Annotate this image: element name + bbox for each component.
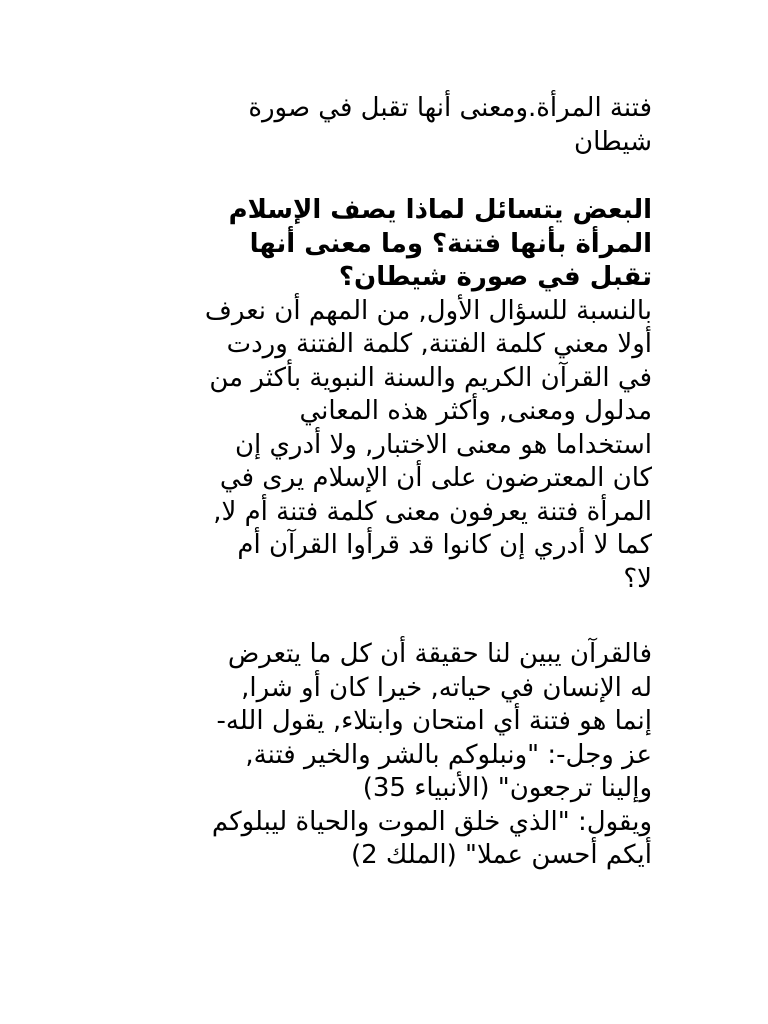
paragraph-line: أولا معني كلمة الفتنة, كلمة الفتنة وردت [226,329,652,359]
document-page [118,92,652,873]
title-line: شيطان [574,126,652,157]
paragraph-line: في القرآن الكريم والسنة النبوية بأكثر من [209,362,652,393]
paragraph-line: إنما هو فتنة أي امتحان وابتلاء, يقول الله- [216,706,652,736]
paragraph-line: فالقرآن يبين لنا حقيقة أن كل ما يتعرض [227,639,652,669]
paragraph-line: لا؟ [623,563,652,594]
paragraph-line: كما لا أدري إن كانوا قد قرأوا القرآن أم [237,530,652,560]
paragraph-line: وإلينا ترجعون" (الأنبياء 35) [362,773,652,803]
paragraph-second [118,638,652,873]
paragraph-line: له الإنسان في حياته, خيرا كان أو شرا, [241,672,652,703]
paragraph-line: بالنسبة للسؤال الأول, من المهم أن نعرف [204,295,652,326]
paragraph-line: عز وجل-: "ونبلوكم بالشر والخير فتنة, [245,739,652,770]
paragraph-line: مدلول ومعنى, وأكثر هذه المعاني [299,396,652,426]
paragraph-line: كان المعترضون على أن الإسلام يرى في [219,463,652,493]
paragraph-first [118,295,652,597]
heading-line: البعض يتسائل لماذا يصف الإسلام [228,195,652,225]
heading-line: تقبل في صورة شيطان؟ [338,262,652,292]
paragraph-line: المرأة فتنة يعرفون معنى كلمة فتنة أم لا, [213,496,652,527]
question-heading [118,194,652,295]
document-title [118,92,652,159]
heading-line: المرأة بأنها فتنة؟ وما معنى أنها [249,228,652,259]
paragraph-line: أيكم أحسن عملا" (الملك 2) [350,840,652,870]
paragraph-line: ويقول: "الذي خلق الموت والحياة ليبلوكم [211,806,652,837]
paragraph-line: استخداما هو معنى الاختبار, ولا أدري إن [234,429,652,460]
title-line: فتنة المرأة.ومعنى أنها تقبل في صورة [248,93,652,123]
